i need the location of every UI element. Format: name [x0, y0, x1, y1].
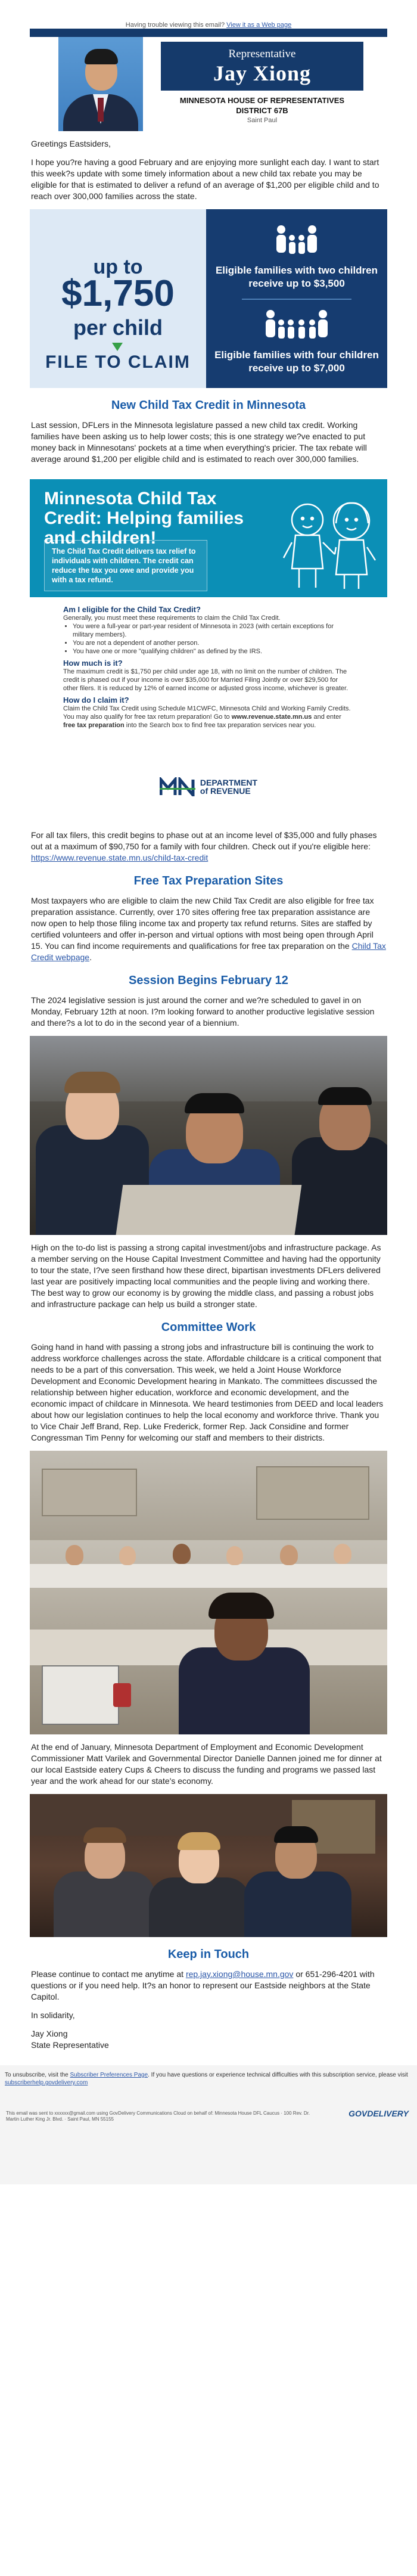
- signature-role: State Representative: [31, 2040, 109, 2050]
- free-tax-paragraph: Most taxpayers who are eligible to claim the new Child Tax Credit are also eligible for free tax preparation assistance. Currently, over 170 sites offering free tax preparation assistance are now open to help those filing income tax and property tax refund returns. Sites are staffed by certified volunteers and offer in-person and virtual options with most being open through April 15. You can find income requirements and qualifications for free tax preparation on the Child Tax Credit webpage.: [31, 896, 386, 962]
- sent-to-text: This email was sent to xxxxxx@gmail.com using GovDelivery Communications Cloud on behalf of: Minnesota House DFL Caucus · 100 Rev. Dr. Martin Luther King Jr. Blvd. · Saint Paul, MN 55155: [6, 2111, 310, 2122]
- section-title-session: Session Begins February 12: [129, 974, 288, 987]
- two-children-family-icon: [273, 225, 320, 258]
- subscriber-preferences-link[interactable]: Subscriber Preferences Page: [70, 2072, 148, 2078]
- closing: In solidarity,: [31, 2010, 75, 2020]
- faq-question-amount: How much is it?: [63, 659, 123, 668]
- hero-amount: $1,750: [61, 273, 175, 314]
- ctc-paragraph: Last session, DFLers in the Minnesota legislature passed a new child tax credit. Working families have been asking us to help lower costs; this is one strategy we?ve enacted to put money back in Minnesotans' pockets at a time when everything's pricier. The tax rebate will average around $1,200 per eligible child and is estimated to reach over 300,000 families.: [31, 420, 367, 464]
- govdelivery-logo: GOVDELIVERY: [348, 2109, 409, 2118]
- contact-paragraph: Please continue to contact me anytime at rep.jay.xiong@house.mn.gov or 651-296-4201 with questions or if you need help. It?s an honor to represent our Eastside neighbors at the State Capitol.: [31, 1969, 375, 2001]
- hero-families-panel: [206, 209, 387, 388]
- committee-paragraph-2: At the end of January, Minnesota Department of Employment and Economic Development Commissioner Matt Varilek and Governmental Director Danielle Dannen joined me for dinner at our local Eastside eatery Cups & Cheers to discuss the funding and programs we passed last year and the work ahead for our state's economy.: [31, 1742, 382, 1786]
- footer: [0, 2065, 417, 2184]
- hero-amount-panel: [30, 209, 206, 388]
- department-of-revenue-logo: [30, 771, 387, 802]
- newsletter-card: [30, 29, 387, 2065]
- keep-in-touch: [30, 1969, 387, 2051]
- child-tax-credit-webpage-link[interactable]: Child Tax Credit webpage: [31, 941, 386, 962]
- trouble-text: Having trouble viewing this email?: [125, 21, 225, 29]
- committee-paragraph-1: Going hand in hand with passing a strong jobs and infrastructure bill is continuing the work to address workforce challenges across the state. Affordable childcare is a critical component that needs to be a part of this conversation. This week, we held a Joint House Workforce Development and Economic Development hearing in Mankato. The committees discussed the relationship between higher education, workforce and economic development, and the economic impact of childcare in Minnesota. We heard testimonies from DEED and local leaders about how our legislation continues to help the local economy and workforce thrive. Thank you to Vice Chair Jeff Brand, Rep. Luke Frederick, former Rep. Jack Considine and former Congressman Tim Penny for welcoming our staff and members to their districts.: [31, 1342, 384, 1442]
- section-title-free-tax: Free Tax Preparation Sites: [133, 874, 284, 887]
- four-children-family-icon: [263, 309, 330, 343]
- workforce-hearing-photo: [30, 1451, 387, 1734]
- section-title-committee: Committee Work: [161, 1321, 256, 1334]
- masthead: [30, 37, 387, 131]
- unsubscribe-text: To unsubscribe, visit the Subscriber Preferences Page. If you have questions or experience technical difficulties with this subscription service, please visit subscriberhelp.govdelivery.com: [5, 2072, 408, 2086]
- child-tax-credit-promo: [30, 479, 387, 597]
- web-view-notice: [0, 0, 417, 29]
- section-title-child-tax-credit: New Child Tax Credit in Minnesota: [111, 399, 306, 412]
- title-small: Representative: [228, 48, 296, 60]
- intro: [30, 138, 387, 202]
- mn-logo-icon: [160, 777, 195, 796]
- city: Saint Paul: [247, 117, 278, 124]
- section-title-keep-in-touch: Keep in Touch: [167, 1948, 250, 1961]
- faq-answer-amount: The maximum credit is $1,750 per child under age 18, with no limit on the number of children. The credit is phased out if your income is over $35,000 for Married Filing Jointly or over $29,500 for other filers. It is reduced by 12% of earned income or adjusted gross income, whichever is greater.: [63, 668, 348, 692]
- greeting: Greetings Eastsiders,: [31, 139, 111, 148]
- top-rule: [30, 29, 387, 37]
- promo-headline: Minnesota Child Tax Credit: Helping families and children!: [44, 489, 244, 548]
- hero-up-to: up to: [93, 256, 143, 278]
- support-link[interactable]: subscriberhelp.govdelivery.com: [5, 2080, 88, 2086]
- faq: [30, 597, 387, 730]
- faq-answer-claim: Claim the Child Tax Credit using Schedule M1CWFC, Minnesota Child and Working Family Credits.: [63, 705, 351, 712]
- intro-paragraph: I hope you?re having a good February and are enjoying more sunlight each day. I want to start this week?s update with some timely information about a new child tax rebate you may be eligible for that is estimated to deliver a refund of an average of $1,200 per eligible child and to reach over 300,000 families across the state.: [31, 157, 379, 201]
- two-children-text: Eligible families with two children receive up to $3,500: [215, 265, 378, 289]
- child-tax-credit-link[interactable]: https://www.revenue.state.mn.us/child-tax-credit: [31, 853, 208, 862]
- name-banner: [161, 42, 363, 91]
- logo-line-2: of REVENUE: [200, 786, 251, 796]
- phaseout-paragraph: For all tax filers, this credit begins to phase out at an income level of $35,000 and fully phases out at a maximum of $90,750 for a family with four children. Check out if you're eligible here: https://www.revenue.state.mn.us/child-tax-credit: [31, 830, 377, 862]
- list-item: • You have one or more "qualifying children" as defined by the IRS.: [73, 647, 354, 656]
- session-paragraph-1: The 2024 legislative session is just around the corner and we?re scheduled to gavel in on Monday, February 12th at noon. I?m looking forward to another productive legislative session and there?s a lot to do in the second year of a biennium.: [31, 995, 375, 1028]
- child-tax-credit-graphic: [30, 209, 387, 388]
- list-item: • You were a full-year or part-year resident of Minnesota in 2023 (with certain exceptions for military members).: [73, 622, 354, 639]
- children-illustration-icon: [278, 485, 379, 592]
- hero-divider: [242, 299, 351, 300]
- email-link[interactable]: rep.jay.xiong@house.mn.gov: [185, 1969, 294, 1979]
- eligibility-list: [63, 622, 354, 656]
- list-item: • You are not a dependent of another person.: [73, 639, 354, 647]
- signature-name: Jay Xiong: [31, 2029, 68, 2038]
- district-info: MINNESOTA HOUSE OF REPRESENTATIVES DISTRICT 67B: [179, 96, 345, 115]
- representative-photo: [58, 37, 143, 131]
- logo-line-1: DEPARTMENT: [200, 778, 258, 787]
- faq-question-claim: How do I claim it?: [63, 696, 129, 704]
- committee-hearing-photo: [30, 1036, 387, 1235]
- session-paragraph-2: High on the to-do list is passing a strong capital investment/jobs and infrastructure package. As a member serving on the House Capital Investment Committee and having had the opportunity to tour the state, I?ve seen firsthand how these direct, bipartisan investments DFLers delivered last year are positively impacting local communities and the people living and working there. The best way to grow our economy is by growing the middle class, and passing a robust jobs and infrastructure package can help us build a stronger state.: [31, 1243, 381, 1309]
- footer-bottom: [0, 2087, 417, 2122]
- faq-answer-intro: Generally, you must meet these requirements to claim the Child Tax Credit.: [63, 614, 281, 622]
- representative-name: Jay Xiong: [213, 61, 312, 85]
- dinner-photo: [30, 1794, 387, 1937]
- view-web-link[interactable]: View it as a Web page: [226, 21, 292, 29]
- faq-answer-free-prep: You may also qualify for free tax return preparation! Go to www.revenue.state.mn.us and enter free tax preparation into the Search box to find free tax preparation services near you.: [63, 713, 341, 729]
- promo-box: The Child Tax Credit delivers tax relief to individuals with children. The credit can reduce the tax you owe and provide you with a tax refund.: [44, 540, 207, 591]
- title-block: [161, 42, 363, 124]
- hero-file-to-claim: FILE TO CLAIM: [45, 352, 191, 372]
- hero-per-child: per child: [73, 315, 163, 340]
- arrow-down-icon: [112, 343, 123, 351]
- faq-question-eligible: Am I eligible for the Child Tax Credit?: [63, 605, 201, 614]
- four-children-text: Eligible families with four children receive up to $7,000: [214, 349, 379, 374]
